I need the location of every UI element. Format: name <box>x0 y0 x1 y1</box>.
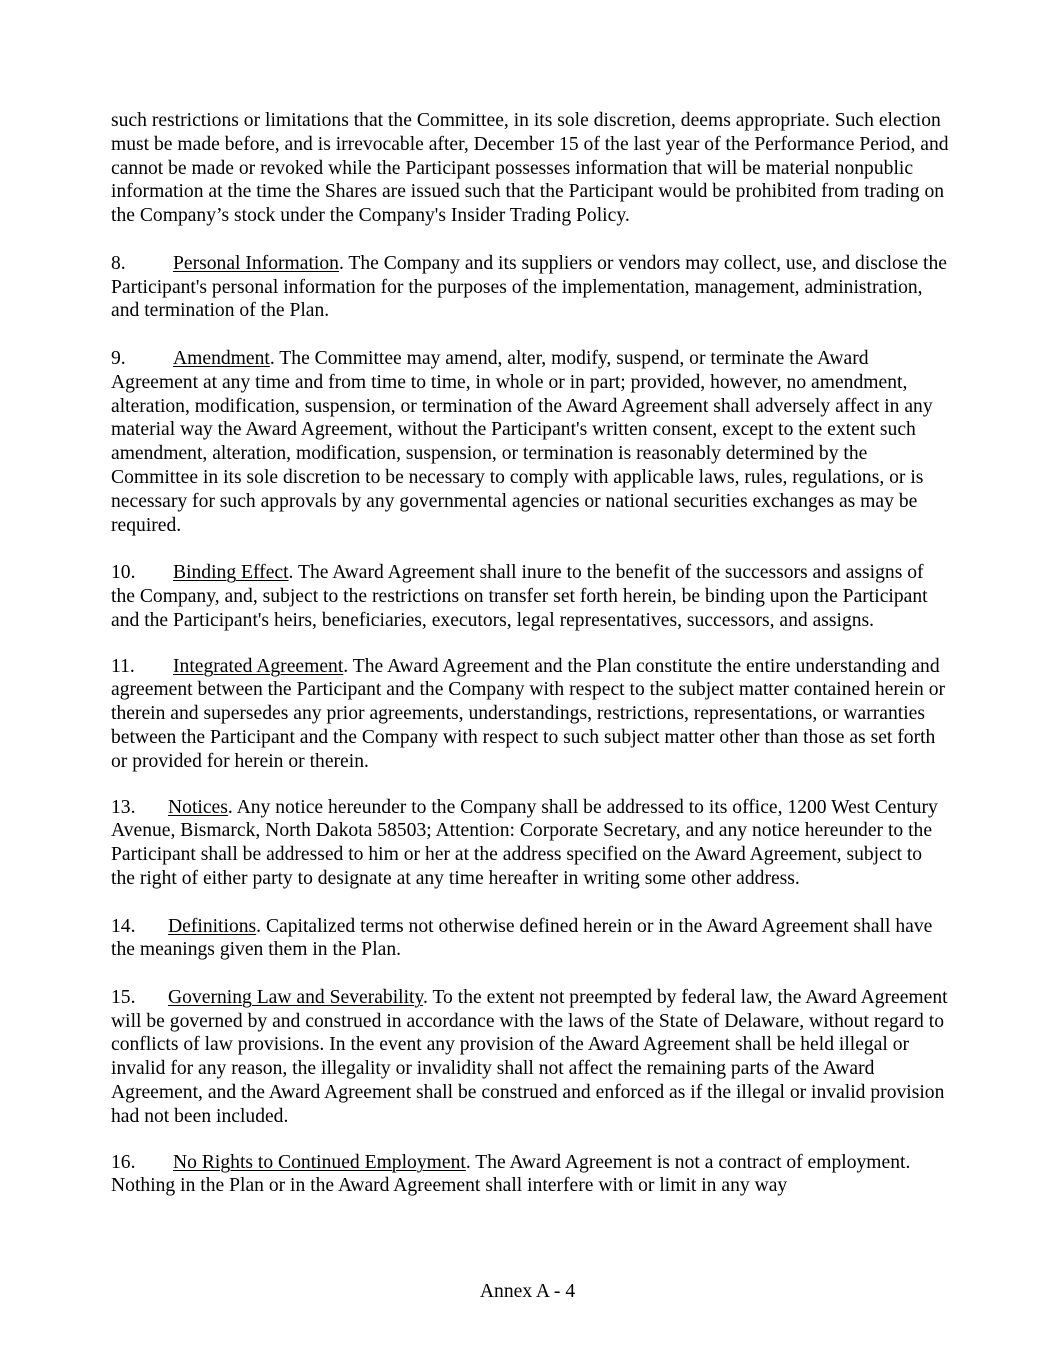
section-14 <box>111 915 949 963</box>
section-8 <box>111 252 949 323</box>
section-number: 10. <box>111 562 136 584</box>
section-heading: Integrated Agreement <box>173 655 344 677</box>
section-text: . The Company and its suppliers or vendors may collect, use, and disclose the Participant's personal information for the purposes of the implementation, management, administration, and termination of the Plan. <box>111 252 947 322</box>
section-heading: Governing Law and Severability <box>168 986 424 1008</box>
section-text: . To the extent not preempted by federal law, the Award Agreement will be governed by and construed in accordance with the laws of the State of Delaware, without regard to conflicts of law provisions. In the event any provision of the Award Agreement shall be held illegal or invalid for any reason, the illegality or invalidity shall not affect the remaining parts of the Award Agreement, and the Award Agreement shall be construed and enforced as if the illegal or invalid provision had not been included. <box>111 986 948 1127</box>
section-text: . The Committee may amend, alter, modify, suspend, or terminate the Award Agreement at any time and from time to time, in whole or in part; provided, however, no amendment, alteration, modification, suspension, or termination of the Award Agreement shall adversely affect in any material way the Award Agreement, without the Participant's written consent, except to the extent such amendment, alteration, modification, suspension, or termination is reasonably determined by the Committee in its sole discretion to be necessary to comply with applicable laws, rules, regulations, or is necessary for such approvals by any governmental agencies or national securities exchanges as may be required. <box>111 347 933 536</box>
section-9 <box>111 347 949 537</box>
section-heading: Amendment <box>173 347 270 369</box>
section-heading: Binding Effect <box>173 562 289 584</box>
section-text: . The Award Agreement shall inure to the benefit of the successors and assigns of the Company, and, subject to the restrictions on transfer set forth herein, be binding upon the Participant and the Participant's heirs, beneficiaries, executors, legal representatives, successors, and assigns. <box>111 562 928 631</box>
section-number: 16. <box>111 1151 136 1173</box>
section-text: . Any notice hereunder to the Company shall be addressed to its office, 1200 West Century Avenue, Bismarck, North Dakota 58503; Attention: Corporate Secretary, and any notice hereunder to the Participant shall be addressed to him or her at the address specified on the Award Agreement, subject to the right of either party to designate at any time hereafter in writing some other address. <box>111 796 938 889</box>
section-text: . The Award Agreement and the Plan constitute the entire understanding and agreement between the Participant and the Company with respect to the subject matter contained herein or therein and supersedes any prior agreements, understandings, restrictions, representations, or warranties between the Participant and the Company with respect to such subject matter other than those as set forth or provided for herein or therein. <box>111 655 946 772</box>
section-number: 15. <box>111 986 136 1008</box>
page-footer: Annex A - 4 <box>479 1281 576 1302</box>
section-11 <box>111 655 949 774</box>
section-number: 14. <box>111 915 136 937</box>
section-text: . Capitalized terms not otherwise defined herein or in the Award Agreement shall have the meanings given them in the Plan. <box>111 915 933 961</box>
section-number: 8. <box>111 252 126 274</box>
section-10 <box>111 561 949 632</box>
section-15 <box>111 986 949 1129</box>
section-number: 11. <box>111 655 135 677</box>
section-number: 13. <box>111 796 136 818</box>
section-16 <box>111 1151 949 1199</box>
section-number: 9. <box>111 347 126 369</box>
section-13 <box>111 796 949 891</box>
section-heading: Definitions <box>168 915 257 937</box>
section-heading: Personal Information <box>173 252 339 274</box>
document-body <box>111 109 949 1222</box>
section-heading: Notices <box>168 796 228 818</box>
continuation-paragraph: such restrictions or limitations that the Committee, in its sole discretion, deems appropriate. Such election must be made before, and is irrevocable after, December 15 of the last year of the Performance Period, and cannot be made or revoked while the Participant possesses information that will be material nonpublic information at the time the Shares are issued such that the Participant would be prohibited from trading on the Company’s stock under the Company's Insider Trading Policy. <box>111 110 949 227</box>
section-heading: No Rights to Continued Employment <box>173 1151 466 1173</box>
section-text: . The Award Agreement is not a contract of employment. Nothing in the Plan or in the Award Agreement shall interfere with or limit in any way <box>111 1151 911 1197</box>
